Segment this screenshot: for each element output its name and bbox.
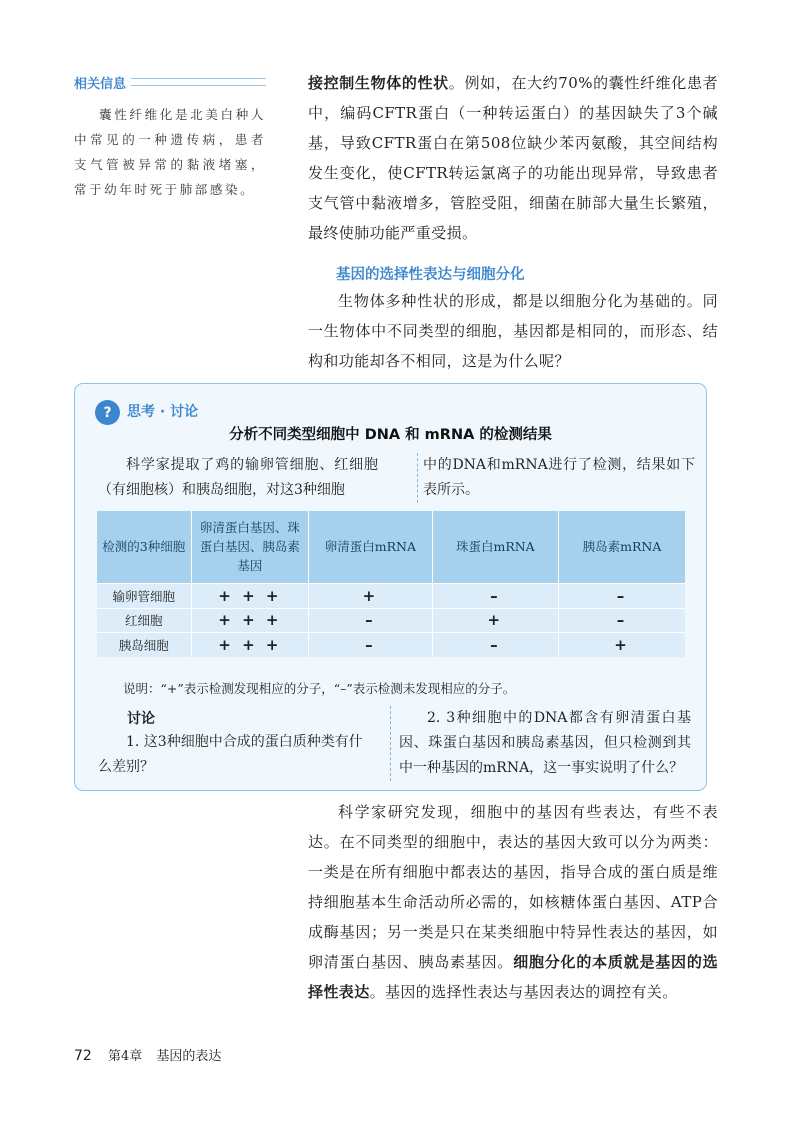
paragraph-3-bold: 细胞分化的本质就是基因的选择性表达 bbox=[308, 953, 719, 1001]
table-cell: – bbox=[432, 583, 558, 608]
discussion-title: 讨论 bbox=[127, 711, 155, 727]
page-number: 72 bbox=[74, 1048, 92, 1064]
table-cell: 胰岛细胞 bbox=[97, 633, 191, 657]
paragraph-3-tail: 。基因的选择性表达与基因表达的调控有关。 bbox=[369, 983, 678, 1001]
table-cell: – bbox=[309, 633, 432, 657]
table-cell: + bbox=[309, 583, 432, 608]
paragraph-2 bbox=[308, 286, 718, 376]
table-header: 卵清蛋白基因、珠蛋白基因、胰岛素基因 bbox=[191, 511, 309, 583]
discussion-question-1: 1. 这3种细胞中合成的蛋白质种类有什么差别？ bbox=[98, 734, 363, 775]
table-row bbox=[97, 633, 685, 657]
table-header: 珠蛋白mRNA bbox=[432, 511, 558, 583]
table-cell: 输卵管细胞 bbox=[97, 583, 191, 608]
paragraph-3 bbox=[308, 797, 718, 1007]
chapter-title: 基因的表达 bbox=[156, 1049, 222, 1064]
intro-rest: 。例如，在大约70%的囊性纤维化患者中，编码CFTR蛋白（一种转运蛋白）的基因缺失了3个碱基，导致CFTR蛋白在第508位缺少苯丙氨酸，其空间结构发生变化，使CFTR转运氯离子的功能出现异常，导致患者支气管中黏液增多，管腔受阻，细菌在肺部大量生长繁殖，最终使肺功能严重受损。 bbox=[308, 74, 718, 242]
table-cell: – bbox=[309, 608, 432, 633]
sidebar-title bbox=[74, 72, 266, 92]
table-cell: + + + bbox=[191, 608, 309, 633]
table-cell: + + + bbox=[191, 633, 309, 657]
think-discuss-box bbox=[74, 383, 707, 791]
chapter-label: 第4章 bbox=[107, 1049, 143, 1064]
sidebar-text: 囊性纤维化是北美白种人中常见的一种遗传病，患者支气管被异常的黏液堵塞，常于幼年时死于肺部感染。 bbox=[74, 107, 266, 197]
table-cell: + bbox=[432, 608, 558, 633]
section-heading: 基因的选择性表达与细胞分化 bbox=[336, 267, 525, 283]
table-cell: – bbox=[432, 633, 558, 657]
paragraph-3-text: 科学家研究发现，细胞中的基因有些表达，有些不表达。在不同类型的细胞中，表达的基因大致可以分为两类：一类是在所有细胞中都表达的基因，指导合成的蛋白质是维持细胞基本生命活动所必需的，如核糖体蛋白基因、ATP合成酶基因；另一类是只在某类细胞中特异性表达的基因，如卵清蛋白基因、胰岛素基因。 bbox=[308, 803, 718, 971]
table-cell: – bbox=[559, 583, 685, 608]
table-cell: + + + bbox=[191, 583, 309, 608]
table-header: 胰岛素mRNA bbox=[559, 511, 685, 583]
table-cell: – bbox=[559, 608, 685, 633]
table-note: 说明：“+”表示检测发现相应的分子，“–”表示检测未发现相应的分子。 bbox=[123, 681, 516, 696]
detection-table bbox=[97, 511, 685, 657]
intro-lead-bold: 接控制生物体的性状 bbox=[308, 74, 449, 92]
table-header-row bbox=[97, 511, 685, 583]
intro-paragraph bbox=[308, 68, 718, 248]
page-footer bbox=[74, 1045, 221, 1064]
table-row bbox=[97, 608, 685, 633]
box-text-right: 中的DNA和mRNA进行了检测，结果如下表所示。 bbox=[417, 453, 695, 503]
table-cell: 红细胞 bbox=[97, 608, 191, 633]
table-header: 检测的3种细胞 bbox=[97, 511, 191, 583]
paragraph-2-text: 生物体多种性状的形成，都是以细胞分化为基础的。同一生物体中不同类型的细胞，基因都是相同的，而形态、结构和功能却各不相同，这是为什么呢？ bbox=[308, 292, 718, 370]
box-text-left: 科学家提取了鸡的输卵管细胞、红细胞（有细胞核）和胰岛细胞，对这3种细胞 bbox=[98, 457, 378, 498]
lightbulb-icon: ? bbox=[95, 400, 120, 425]
sidebar-title-rule bbox=[131, 78, 266, 86]
table-cell: + bbox=[559, 633, 685, 657]
think-discuss-label: 思考 · 讨论 bbox=[127, 404, 199, 420]
table-header: 卵清蛋白mRNA bbox=[309, 511, 432, 583]
discussion-question-2: 2. 3种细胞中的DNA都含有卵清蛋白基因、珠蛋白基因和胰岛素基因，但只检测到其中一种基因的mRNA，这一事实说明了什么？ bbox=[390, 706, 691, 781]
sidebar-title-text: 相关信息 bbox=[74, 76, 127, 92]
table-row bbox=[97, 583, 685, 608]
box-title: 分析不同类型细胞中 DNA 和 mRNA 的检测结果 bbox=[229, 427, 552, 443]
